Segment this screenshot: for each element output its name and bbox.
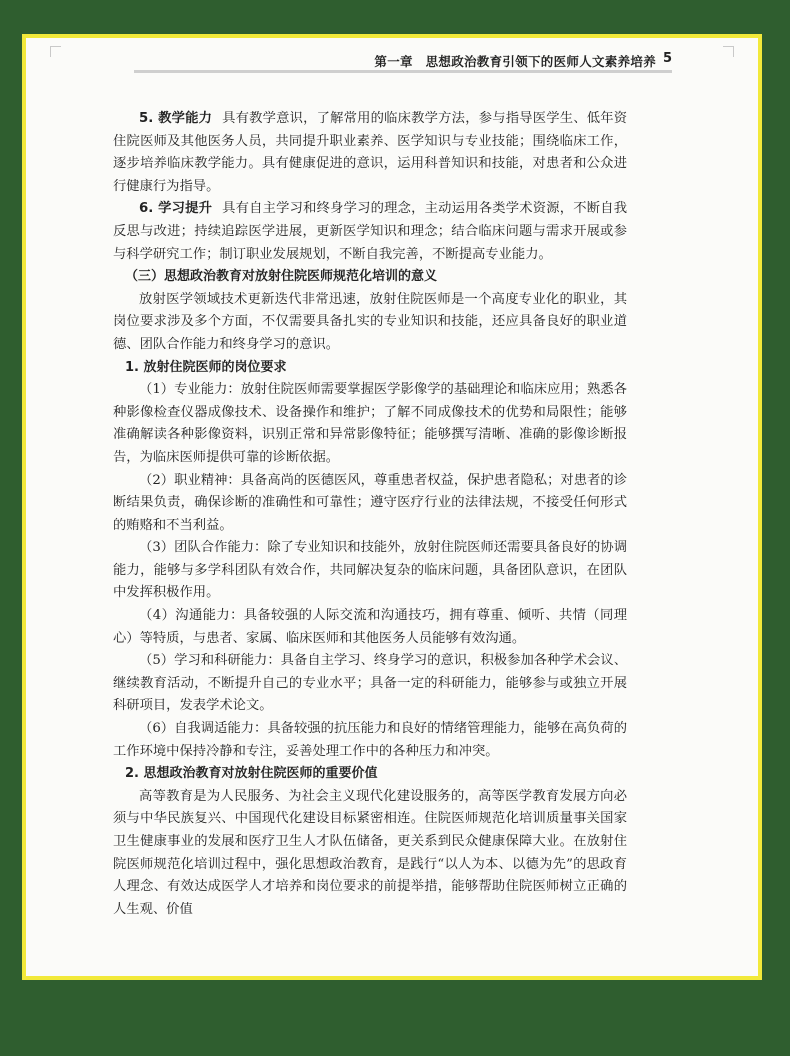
paragraph: 高等教育是为人民服务、为社会主义现代化建设服务的，高等医学教育发展方向必须与中华民族复兴、中国现代化建设目标紧密相连。住院医师规范化培训质量事关国家卫生健康事业的发展和医疗卫生人才队伍储备，更关系到民众健康保障大业。在放射住院医师规范化培训过程中，强化思想政治教育，是践行“以人为本、以德为先”的思政育人理念、有效达成医学人才培养和岗位要求的前提举措，能够帮助住院医师树立正确的人生观、价值 (113, 788, 627, 917)
chapter-title: 第一章 思想政治教育引领下的医师人文素养培养 (374, 54, 656, 69)
paragraph-text: 具有教学意识，了解常用的临床教学方法，参与指导医学生、低年资住院医师及其他医务人员，共同提升职业素养、医学知识与专业技能；围绕临床工作，逐步培养临床教学能力。具有健康促进的意识，运用科普知识和技能，对患者和公众进行健康行为指导。 (113, 111, 628, 194)
paragraph-teaching (113, 108, 627, 198)
list-item: （6）自我调适能力：具备较强的抗压能力和良好的情绪管理能力，能够在高负荷的工作环境中保持冷静和专注，妥善处理工作中的各种压力和冲突。 (113, 721, 627, 759)
subsection-heading: 2. 思想政治教育对放射住院医师的重要价值 (125, 766, 378, 782)
paragraph-learning (113, 198, 627, 266)
page-body (113, 108, 627, 921)
paragraph-text: 具有自主学习和终身学习的理念，主动运用各类学术资源，不断自我反思与改进；持续追踪医学进展，更新医学知识和理念；结合临床问题与需求开展或参与科学研究工作；制订职业发展规划，不断自我完善，不断提高专业能力。 (113, 201, 628, 262)
paragraph: 放射医学领域技术更新迭代非常迅速，放射住院医师是一个高度专业化的职业，其岗位要求涉及多个方面，不仅需要具备扎实的专业知识和技能，还应具备良好的职业道德、团队合作能力和终身学习的意识。 (113, 291, 627, 352)
list-item: （4）沟通能力：具备较强的人际交流和沟通技巧，拥有尊重、倾听、共情（同理心）等特质，与患者、家属、临床医师和其他医务人员能够有效沟通。 (113, 608, 627, 646)
crop-mark (723, 46, 734, 57)
list-item: （3）团队合作能力：除了专业知识和技能外，放射住院医师还需要具备良好的协调能力，能够与多学科团队有效合作，共同解决复杂的临床问题，具备团队意识，在团队中发挥积极作用。 (113, 540, 627, 601)
section-heading: （三）思想政治教育对放射住院医师规范化培训的意义 (125, 269, 438, 285)
crop-mark (50, 46, 61, 57)
list-item: （2）职业精神：具备高尚的医德医风，尊重患者权益，保护患者隐私；对患者的诊断结果负责，确保诊断的准确性和可靠性；遵守医疗行业的法律法规，不接受任何形式的贿赂和不当利益。 (113, 472, 627, 533)
subsection-heading: 1. 放射住院医师的岗位要求 (125, 359, 287, 375)
running-header (134, 48, 672, 73)
list-item: （1）专业能力：放射住院医师需要掌握医学影像学的基础理论和临床应用；熟悉各种影像检查仪器成像技术、设备操作和维护；了解不同成像技术的优势和局限性；能够准确解读各种影像资料，识别正常和异常影像特征；能够撰写清晰、准确的影像诊断报告，为临床医师提供可靠的诊断依据。 (113, 382, 627, 465)
page-number: 5 (662, 51, 672, 66)
paragraph-lead: 5. 教学能力 (139, 111, 213, 126)
paragraph-lead: 6. 学习提升 (139, 201, 213, 217)
list-item: （5）学习和科研能力：具备自主学习、终身学习的意识，积极参加各种学术会议、继续教育活动，不断提升自己的专业水平；具备一定的科研能力，能够参与或独立开展科研项目，发表学术论文。 (113, 653, 627, 714)
